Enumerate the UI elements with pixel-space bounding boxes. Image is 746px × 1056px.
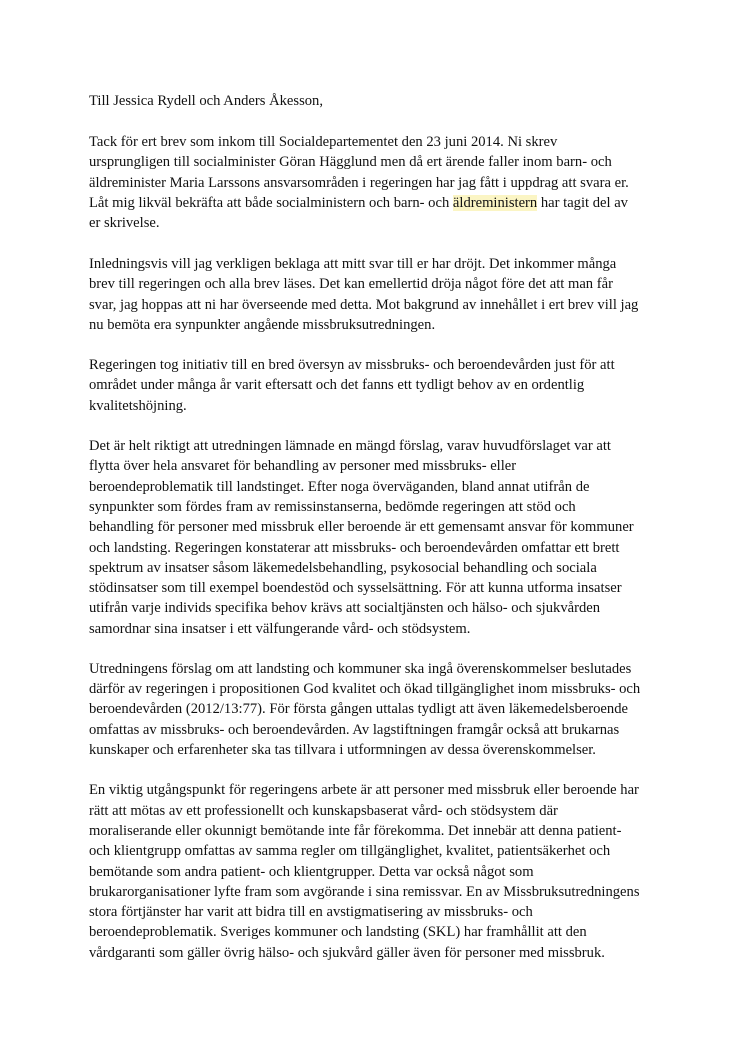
paragraph-4-line: spektrum av insatser såsom läkemedelsbehandling, psykosocial behandling och sociala	[89, 560, 597, 576]
paragraph-1-line	[89, 193, 628, 213]
paragraph-2-line: svar, jag hoppas att ni har överseende med detta. Mot bakgrund av innehållet i ert brev vill jag	[89, 297, 639, 313]
paragraph-6-line: En viktig utgångspunkt för regeringens arbete är att personer med missbruk eller beroende har	[89, 782, 639, 798]
paragraph-6-line: beroendeproblematik. Sveriges kommuner och landsting (SKL) har framhållit att den	[89, 924, 587, 940]
paragraph-4-line: utifrån varje individs specifika behov krävs att socialtjänsten och hälso- och sjukvården	[89, 600, 601, 616]
paragraph-5-line: kunskaper och erfarenheter ska tas tillvara i utformningen av dessa överenskommelser.	[89, 742, 596, 758]
paragraph-4-line: samordnar sina insatser i ett välfungerande vård- och stödsystem.	[89, 621, 471, 637]
paragraph-3-line: området under många år varit eftersatt och det fanns ett tydligt behov av en ordentlig	[89, 377, 585, 393]
paragraph-1-line: er skrivelse.	[89, 215, 160, 231]
paragraph-4-line: flytta över hela ansvaret för behandling av personer med missbruks- eller	[89, 458, 517, 474]
paragraph-3-line: kvalitetshöjning.	[89, 398, 187, 414]
paragraph-6-line: bemötande som andra patient- och klientgrupper. Detta var också något som	[89, 864, 534, 880]
paragraph-3-line: Regeringen tog initiativ till en bred översyn av missbruks- och beroendevården just för att	[89, 357, 615, 373]
paragraph-4-line: synpunkter som fördes fram av remissinstanserna, bedömde regeringen att stöd och	[89, 499, 576, 515]
paragraph-2-line: Inledningsvis vill jag verkligen beklaga att mitt svar till er har dröjt. Det inkommer många	[89, 256, 617, 272]
paragraph-6-line: moraliserande eller okunnigt bemötande inte får förekomma. Det innebär att denna patient-	[89, 823, 622, 839]
paragraph-1-text: Låt mig likväl bekräfta att både socialministern och barn- och	[89, 195, 453, 211]
paragraph-4-line: behandling för personer med missbruk eller beroende är ett gemensamt ansvar för kommuner	[89, 519, 634, 535]
paragraph-6-line: stora förtjänster har varit att bidra till en avstigmatisering av missbruks- och	[89, 904, 533, 920]
paragraph-1-line: Tack för ert brev som inkom till Socialdepartementet den 23 juni 2014. Ni skrev	[89, 134, 558, 150]
paragraph-5-line: därför av regeringen i propositionen God kvalitet och ökad tillgänglighet inom missbruks- och	[89, 681, 641, 697]
paragraph-5-line: Utredningens förslag om att landsting och kommuner ska ingå överenskommelser beslutades	[89, 661, 632, 677]
paragraph-6-line: rätt att mötas av ett professionellt och kunskapsbaserat vård- och stödsystem där	[89, 803, 558, 819]
paragraph-1-line: äldreminister Maria Larssons ansvarsområden i regeringen har jag fått i uppdrag att svara er.	[89, 175, 629, 191]
paragraph-4-line: och landsting. Regeringen konstaterar att missbruks- och beroendevården omfattar ett brett	[89, 540, 620, 556]
paragraph-1-text: har tagit del av	[537, 195, 628, 211]
paragraph-4-line: Det är helt riktigt att utredningen lämnade en mängd förslag, varav huvudförslaget var att	[89, 438, 611, 454]
paragraph-4-line: beroendeproblematik till landstinget. Efter noga överväganden, bland annat utifrån de	[89, 479, 590, 495]
paragraph-5-line: omfattas av missbruks- och beroendevården. Av lagstiftningen framgår också att brukarnas	[89, 722, 620, 738]
paragraph-6-line: vårdgaranti som gäller övrig hälso- och sjukvård gäller även för personer med missbruk.	[89, 945, 605, 961]
paragraph-4-line: stödinsatser som till exempel boendestöd och sysselsättning. För att kunna utforma insatser	[89, 580, 622, 596]
paragraph-2-line: brev till regeringen och alla brev läses. Det kan emellertid dröja något före det att man får	[89, 276, 613, 292]
paragraph-6-line: brukarorganisationer lyfte fram som avgörande i sina remissvar. En av Missbruksutredningens	[89, 884, 640, 900]
highlighted-word: äldreministern	[452, 195, 538, 211]
salutation: Till Jessica Rydell och Anders Åkesson,	[89, 93, 323, 109]
paragraph-6-line: och klientgrupp omfattas av samma regler om tillgänglighet, kvalitet, patientsäkerhet och	[89, 843, 611, 859]
paragraph-1-line: ursprungligen till socialminister Göran Hägglund men då ert ärende faller inom barn- och	[89, 154, 612, 170]
paragraph-2-line: nu bemöta era synpunkter angående missbruksutredningen.	[89, 317, 436, 333]
paragraph-5-line: beroendevården (2012/13:77). För första gången uttalas tydligt att även läkemedelsberoende	[89, 701, 628, 717]
